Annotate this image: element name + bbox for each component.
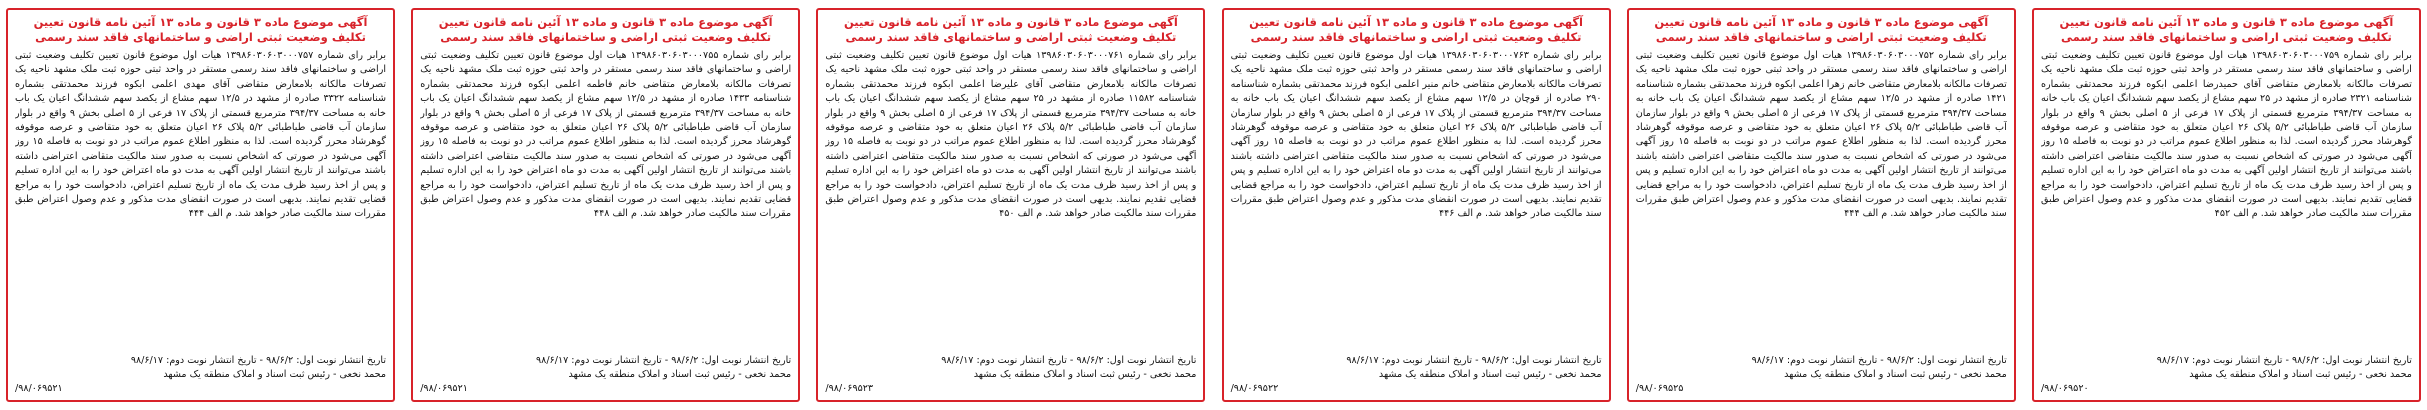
legal-notice-box [1627,8,2016,402]
notice-body [1636,49,2007,354]
notice-text: برابر رای شماره ۱۳۹۸۶۰۳۰۶۰۳۰۰۰۷۵۵ هیات اول موضوع قانون تعیین تکلیف وضعیت ثبتی اراضی و ساختمانهای فاقد سند رسمی مستقر در واحد ثبتی حوزه ثبت ملک مشهد ناحیه یک تصرفات مالکانه بلامعارض متقاضی خانم فاطمه اعلمی ابکوه فرزند محمدتقی بشماره شناسنامه ۱۴۳۳ صادره از مشهد در ۱۲/۵ سهم مشاع از یکصد سهم ششدانگ اعیان یک باب خانه به مساحت ۳۹۴/۳۷ مترمربع قسمتی از پلاک ۱۷ فرعی از ۵ اصلی بخش ۹ واقع در بلوار سازمان آب قاضی طباطبائی ۵/۲ پلاک ۲۶ اعیان متعلق به خود متقاضی و عرصه موقوفه گوهرشاد محرز گردیده است. لذا به منظور اطلاع عموم مراتب در دو نوبت به فاصله ۱۵ روز آگهی می‌شود در صورتی که اشخاص نسبت به صدور سند مالکیت متقاضی اعتراضی داشته باشند می‌توانند از تاریخ انتشار اولین آگهی به مدت دو ماه اعتراض خود را به این اداره تسلیم و پس از اخذ رسید ظرف مدت یک ماه از تاریخ تسلیم اعتراض، دادخواست خود را به مراجع قضایی تقدیم نمایند. بدیهی است در صورت انقضای مدت مذکور و عدم وصول اعتراض طبق مقررات سند مالکیت صادر خواهد شد. م الف ۴۴۸ [420,50,792,220]
signatory: محمد نخعی - رئیس ثبت اسناد و املاک منطقه یک مشهد [2189,369,2412,380]
legal-notice-box [816,8,1205,402]
notice-body [2041,49,2412,354]
signatory: محمد نخعی - رئیس ثبت اسناد و املاک منطقه یک مشهد [1784,369,2007,380]
notice-footer [15,354,386,396]
notice-code: /۹۸/۰۶۹۵۲۱ [420,383,468,394]
notice-text: برابر رای شماره ۱۳۹۸۶۰۳۰۶۰۳۰۰۰۷۵۹ هیات اول موضوع قانون تعیین تکلیف وضعیت ثبتی اراضی و ساختمانهای فاقد سند رسمی مستقر در واحد ثبتی حوزه ثبت ملک مشهد ناحیه یک تصرفات مالکانه بلامعارض متقاضی آقای حمیدرضا اعلمی ابکوه فرزند محمدتقی بشماره شناسنامه ۲۳۲۱ صادره از مشهد در ۲۵ سهم مشاع از یکصد سهم ششدانگ اعیان یک باب خانه به مساحت ۳۹۴/۳۷ مترمربع قسمتی از پلاک ۱۷ فرعی از ۵ اصلی بخش ۹ واقع در بلوار سازمان آب قاضی طباطبائی ۵/۲ پلاک ۲۶ اعیان متعلق به خود متقاضی و عرصه موقوفه گوهرشاد محرز گردیده است. لذا به منظور اطلاع عموم مراتب در دو نوبت به فاصله ۱۵ روز آگهی می‌شود در صورتی که اشخاص نسبت به صدور سند مالکیت متقاضی اعتراضی داشته باشند می‌توانند از تاریخ انتشار اولین آگهی به مدت دو ماه اعتراض خود را به این اداره تسلیم و پس از اخذ رسید ظرف مدت یک ماه از تاریخ تسلیم اعتراض، دادخواست خود را به مراجع قضایی تقدیم نمایند. بدیهی است در صورت انقضای مدت مذکور و عدم وصول اعتراض طبق مقررات سند مالکیت صادر خواهد شد. م الف ۴۵۲ [2040,50,2412,220]
notice-code: /۹۸/۰۶۹۵۲۲ [1230,383,1279,394]
signatory: محمد نخعی - رئیس ثبت اسناد و املاک منطقه یک مشهد [163,369,386,380]
notice-code: /۹۸/۰۶۹۵۲۰ [2040,383,2089,394]
notice-footer [1636,354,2007,396]
notice-title: آگهی موضوع ماده ۳ قانون و ماده ۱۳ آئین نامه قانون تعیین تکلیف وضعیت ثبتی اراضی و ساختمانهای فاقد سند رسمی [1249,15,1583,44]
publication-dates: تاریخ انتشار نوبت اول: ۹۸/۶/۲ - تاریخ انتشار نوبت دوم: ۹۸/۶/۱۷ [536,355,792,366]
notice-footer [1231,354,1602,396]
notice-text: برابر رای شماره ۱۳۹۸۶۰۳۰۶۰۳۰۰۰۷۵۲ هیات اول موضوع قانون تعیین تکلیف وضعیت ثبتی اراضی و ساختمانهای فاقد سند رسمی مستقر در واحد ثبتی حوزه ثبت ملک مشهد ناحیه یک تصرفات مالکانه بلامعارض متقاضی خانم زهرا اعلمی ابکوه فرزند محمدتقی بشماره شناسنامه ۱۴۲۱ صادره از مشهد در ۱۲/۵ سهم مشاع از یکصد سهم ششدانگ اعیان یک باب خانه به مساحت ۳۹۴/۳۷ مترمربع قسمتی از پلاک ۱۷ فرعی از ۵ اصلی بخش ۹ واقع در بلوار سازمان آب قاضی طباطبائی ۵/۲ پلاک ۲۶ اعیان متعلق به خود متقاضی و عرصه موقوفه گوهرشاد محرز گردیده است. لذا به منظور اطلاع عموم مراتب در دو نوبت به فاصله ۱۵ روز آگهی می‌شود در صورتی که اشخاص نسبت به صدور سند مالکیت متقاضی اعتراضی داشته باشند می‌توانند از تاریخ انتشار اولین آگهی به مدت دو ماه اعتراض خود را به این اداره تسلیم و پس از اخذ رسید ظرف مدت یک ماه از تاریخ تسلیم اعتراض، دادخواست خود را به مراجع قضایی تقدیم نمایند. بدیهی است در صورت انقضای مدت مذکور و عدم وصول اعتراض طبق مقررات سند مالکیت صادر خواهد شد. م الف ۴۴۴ [1635,50,2007,220]
notice-footer [420,354,791,396]
notice-body [420,49,791,354]
notice-body [825,49,1196,354]
publication-dates: تاریخ انتشار نوبت اول: ۹۸/۶/۲ - تاریخ انتشار نوبت دوم: ۹۸/۶/۱۷ [1346,355,1602,366]
publication-dates: تاریخ انتشار نوبت اول: ۹۸/۶/۲ - تاریخ انتشار نوبت دوم: ۹۸/۶/۱۷ [2156,355,2412,366]
publication-dates: تاریخ انتشار نوبت اول: ۹۸/۶/۲ - تاریخ انتشار نوبت دوم: ۹۸/۶/۱۷ [941,355,1197,366]
notice-text: برابر رای شماره ۱۳۹۸۶۰۳۰۶۰۳۰۰۰۷۵۷ هیات اول موضوع قانون تعیین تکلیف وضعیت ثبتی اراضی و ساختمانهای فاقد سند رسمی مستقر در واحد ثبتی حوزه ثبت ملک مشهد ناحیه یک تصرفات مالکانه بلامعارض متقاضی آقای مهدی اعلمی ابکوه فرزند محمدتقی بشماره شناسنامه ۳۳۲۲ صادره از مشهد در ۱۲/۵ سهم مشاع از یکصد سهم ششدانگ اعیان یک باب خانه به مساحت ۳۹۴/۳۷ مترمربع قسمتی از پلاک ۱۷ فرعی از ۵ اصلی بخش ۹ واقع در بلوار سازمان آب قاضی طباطبائی ۵/۲ پلاک ۲۶ اعیان متعلق به خود متقاضی و عرصه موقوفه گوهرشاد محرز گردیده است. لذا به منظور اطلاع عموم مراتب در دو نوبت به فاصله ۱۵ روز آگهی می‌شود در صورتی که اشخاص نسبت به صدور سند مالکیت متقاضی اعتراضی داشته باشند می‌توانند از تاریخ انتشار اولین آگهی به مدت دو ماه اعتراض خود را به این اداره تسلیم و پس از اخذ رسید ظرف مدت یک ماه از تاریخ تسلیم اعتراض، دادخواست خود را به مراجع قضایی تقدیم نمایند. بدیهی است در صورت انقضای مدت مذکور و عدم وصول اعتراض طبق مقررات سند مالکیت صادر خواهد شد. م الف ۴۴۴ [15,50,386,220]
notice-footer [825,354,1196,396]
notice-text: برابر رای شماره ۱۳۹۸۶۰۳۰۶۰۳۰۰۰۷۶۳ هیات اول موضوع قانون تعیین تکلیف وضعیت ثبتی اراضی و ساختمانهای فاقد سند رسمی مستقر در واحد ثبتی حوزه ثبت ملک مشهد ناحیه یک تصرفات مالکانه بلامعارض متقاضی خانم منیر اعلمی ابکوه فرزند محمدتقی بشماره شناسنامه ۲۹۰ صادره از قوچان در ۱۲/۵ سهم مشاع از یکصد سهم ششدانگ اعیان یک باب خانه به مساحت ۳۹۴/۳۷ مترمربع قسمتی از پلاک ۱۷ فرعی از ۵ اصلی بخش ۹ واقع در بلوار سازمان آب قاضی طباطبائی ۵/۲ پلاک ۲۶ اعیان متعلق به خود متقاضی و عرصه موقوفه گوهرشاد محرز گردیده است. لذا به منظور اطلاع عموم مراتب در دو نوبت به فاصله ۱۵ روز آگهی می‌شود در صورتی که اشخاص نسبت به صدور سند مالکیت متقاضی اعتراضی داشته باشند می‌توانند از تاریخ انتشار اولین آگهی به مدت دو ماه اعتراض خود را به این اداره تسلیم و پس از اخذ رسید ظرف مدت یک ماه از تاریخ تسلیم اعتراض، دادخواست خود را به مراجع قضایی تقدیم نمایند. بدیهی است در صورت انقضای مدت مذکور و عدم وصول اعتراض طبق مقررات سند مالکیت صادر خواهد شد. م الف ۴۴۶ [1230,50,1602,220]
notice-text: برابر رای شماره ۱۳۹۸۶۰۳۰۶۰۳۰۰۰۷۶۱ هیات اول موضوع قانون تعیین تکلیف وضعیت ثبتی اراضی و ساختمانهای فاقد سند رسمی مستقر در واحد ثبتی حوزه ثبت ملک مشهد ناحیه یک تصرفات مالکانه بلامعارض متقاضی آقای علیرضا اعلمی ابکوه فرزند محمدتقی بشماره شناسنامه ۱۱۵۸۲ صادره از مشهد در ۲۵ سهم مشاع از یکصد سهم ششدانگ اعیان یک باب خانه به مساحت ۳۹۴/۳۷ مترمربع قسمتی از پلاک ۱۷ فرعی از ۵ اصلی بخش ۹ واقع در بلوار سازمان آب قاضی طباطبائی ۵/۲ پلاک ۲۶ اعیان متعلق به خود متقاضی و عرصه موقوفه گوهرشاد محرز گردیده است. لذا به منظور اطلاع عموم مراتب در دو نوبت به فاصله ۱۵ روز آگهی می‌شود در صورتی که اشخاص نسبت به صدور سند مالکیت متقاضی اعتراضی داشته باشند می‌توانند از تاریخ انتشار اولین آگهی به مدت دو ماه اعتراض خود را به این اداره تسلیم و پس از اخذ رسید ظرف مدت یک ماه از تاریخ تسلیم اعتراض، دادخواست خود را به مراجع قضایی تقدیم نمایند. بدیهی است در صورت انقضای مدت مذکور و عدم وصول اعتراض طبق مقررات سند مالکیت صادر خواهد شد. م الف ۴۵۰ [825,50,1197,220]
notice-body [1231,49,1602,354]
notice-code: /۹۸/۰۶۹۵۲۳ [825,383,874,394]
publication-dates: تاریخ انتشار نوبت اول: ۹۸/۶/۲ - تاریخ انتشار نوبت دوم: ۹۸/۶/۱۷ [1751,355,2007,366]
signatory: محمد نخعی - رئیس ثبت اسناد و املاک منطقه یک مشهد [973,369,1197,380]
notice-footer [2041,354,2412,396]
signatory: محمد نخعی - رئیس ثبت اسناد و املاک منطقه یک مشهد [568,369,792,380]
notice-body [15,49,386,354]
legal-notice-box [1222,8,1611,402]
signatory: محمد نخعی - رئیس ثبت اسناد و املاک منطقه یک مشهد [1378,369,1602,380]
notice-code: /۹۸/۰۶۹۵۲۱ [15,383,63,394]
publication-dates: تاریخ انتشار نوبت اول: ۹۸/۶/۲ - تاریخ انتشار نوبت دوم: ۹۸/۶/۱۷ [130,355,386,366]
legal-notice-box [6,8,395,402]
notice-title: آگهی موضوع ماده ۳ قانون و ماده ۱۳ آئین نامه قانون تعیین تکلیف وضعیت ثبتی اراضی و ساختمانهای فاقد سند رسمی [843,15,1178,44]
notice-title: آگهی موضوع ماده ۳ قانون و ماده ۱۳ آئین نامه قانون تعیین تکلیف وضعیت ثبتی اراضی و ساختمانهای فاقد سند رسمی [438,15,773,44]
notice-title: آگهی موضوع ماده ۳ قانون و ماده ۱۳ آئین نامه قانون تعیین تکلیف وضعیت ثبتی اراضی و ساختمانهای فاقد سند رسمی [2059,15,2394,44]
notice-code: /۹۸/۰۶۹۵۲۵ [1635,383,1684,394]
legal-notice-box [2032,8,2421,402]
legal-notice-box [411,8,800,402]
notice-title: آگهی موضوع ماده ۳ قانون و ماده ۱۳ آئین نامه قانون تعیین تکلیف وضعیت ثبتی اراضی و ساختمانهای فاقد سند رسمی [1654,15,1989,44]
notice-title: آگهی موضوع ماده ۳ قانون و ماده ۱۳ آئین نامه قانون تعیین تکلیف وضعیت ثبتی اراضی و ساختمانهای فاقد سند رسمی [33,15,368,44]
